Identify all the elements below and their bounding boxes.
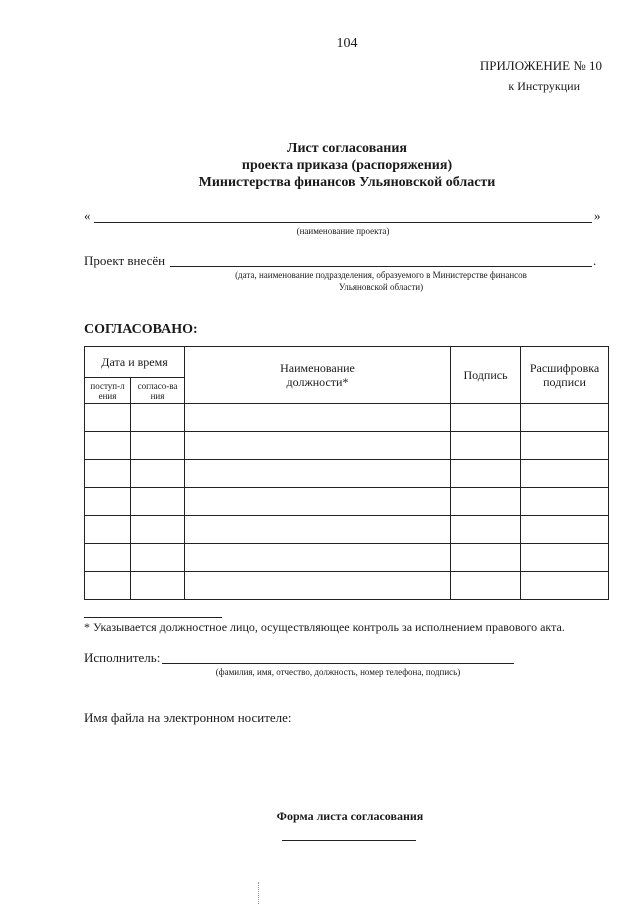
page-number: 104 [336,36,358,51]
appendix-label: ПРИЛОЖЕНИЕ № 10 [479,58,602,73]
decoding-cell[interactable] [521,544,609,572]
table-row [85,572,609,600]
file-name-label: Имя файла на электронном носителе: [84,710,292,725]
title-line-3: Министерства финансов Ульяновской области [198,175,496,190]
approved-cell[interactable] [131,516,185,544]
signature-cell[interactable] [451,544,521,572]
form-title: Форма листа согласования [276,809,424,823]
position-cell[interactable] [185,572,451,600]
position-header-label: Наименование должности* [280,361,355,389]
signature-cell[interactable] [451,572,521,600]
signature-cell[interactable] [451,404,521,432]
decoding-cell[interactable] [521,460,609,488]
project-name-caption: (наименование проекта) [296,226,390,236]
received-cell[interactable] [85,544,131,572]
approval-table [84,346,609,600]
title-line-2: проекта приказа (распоряжения) [241,158,453,173]
received-cell[interactable] [85,572,131,600]
position-header [185,347,451,404]
approved-cell[interactable] [131,432,185,460]
approved-header-label: согласо-вания [137,380,178,401]
approved-header [131,378,185,404]
signature-cell[interactable] [451,432,521,460]
submitted-end-mark: . [593,253,597,268]
document-title [0,140,640,191]
position-cell[interactable] [185,544,451,572]
table-row [85,460,609,488]
decoding-cell[interactable] [521,432,609,460]
project-name-close-quote: » [594,208,601,223]
form-title-underline [282,840,416,841]
signature-cell[interactable] [451,516,521,544]
decoding-cell[interactable] [521,488,609,516]
received-cell[interactable] [85,460,131,488]
executor-line[interactable] [162,663,514,664]
submitted-caption-line-1: (дата, наименование подразделения, образуемого в Министерстве финансов [235,270,527,280]
received-cell[interactable] [85,432,131,460]
position-cell[interactable] [185,460,451,488]
footnote-separator [84,617,222,618]
position-cell[interactable] [185,404,451,432]
approved-cell[interactable] [131,572,185,600]
approved-cell[interactable] [131,460,185,488]
signature-cell[interactable] [451,488,521,516]
table-row [85,432,609,460]
approved-cell[interactable] [131,404,185,432]
table-row [85,488,609,516]
submitted-label: Проект внесён [84,253,166,268]
executor-caption: (фамилия, имя, отчество, должность, номер телефона, подпись) [215,667,461,677]
table-row [85,544,609,572]
project-name-open-quote: « [84,208,91,223]
title-line-1: Лист согласования [287,141,407,156]
approved-cell[interactable] [131,544,185,572]
position-cell[interactable] [185,516,451,544]
position-cell[interactable] [185,488,451,516]
decoding-header [521,347,609,404]
signature-header: Подпись [451,347,521,404]
received-cell[interactable] [85,404,131,432]
table-row [85,516,609,544]
decoding-cell[interactable] [521,516,609,544]
instruction-reference: к Инструкции [508,79,580,93]
received-cell[interactable] [85,516,131,544]
submitted-caption [170,269,592,293]
received-header [85,378,131,404]
decoding-cell[interactable] [521,572,609,600]
footnote: * Указывается должностное лицо, осуществляющее контроль за исполнением правового акта. [84,620,565,634]
received-cell[interactable] [85,488,131,516]
executor-label: Исполнитель: [84,650,161,665]
submitted-line[interactable] [170,266,592,267]
received-header-label: поступ-ления [90,380,125,401]
decoding-header-label: Расшифровка подписи [529,361,600,389]
table-row [85,404,609,432]
approved-cell[interactable] [131,488,185,516]
position-cell[interactable] [185,432,451,460]
decoding-cell[interactable] [521,404,609,432]
date-time-header: Дата и время [85,347,185,378]
scan-artifact-line [258,882,259,904]
submitted-caption-line-2: Ульяновской области) [338,282,424,292]
agreed-heading: СОГЛАСОВАНО: [84,322,198,337]
approval-rows [85,404,609,600]
project-name-line[interactable] [94,222,592,223]
signature-cell[interactable] [451,460,521,488]
